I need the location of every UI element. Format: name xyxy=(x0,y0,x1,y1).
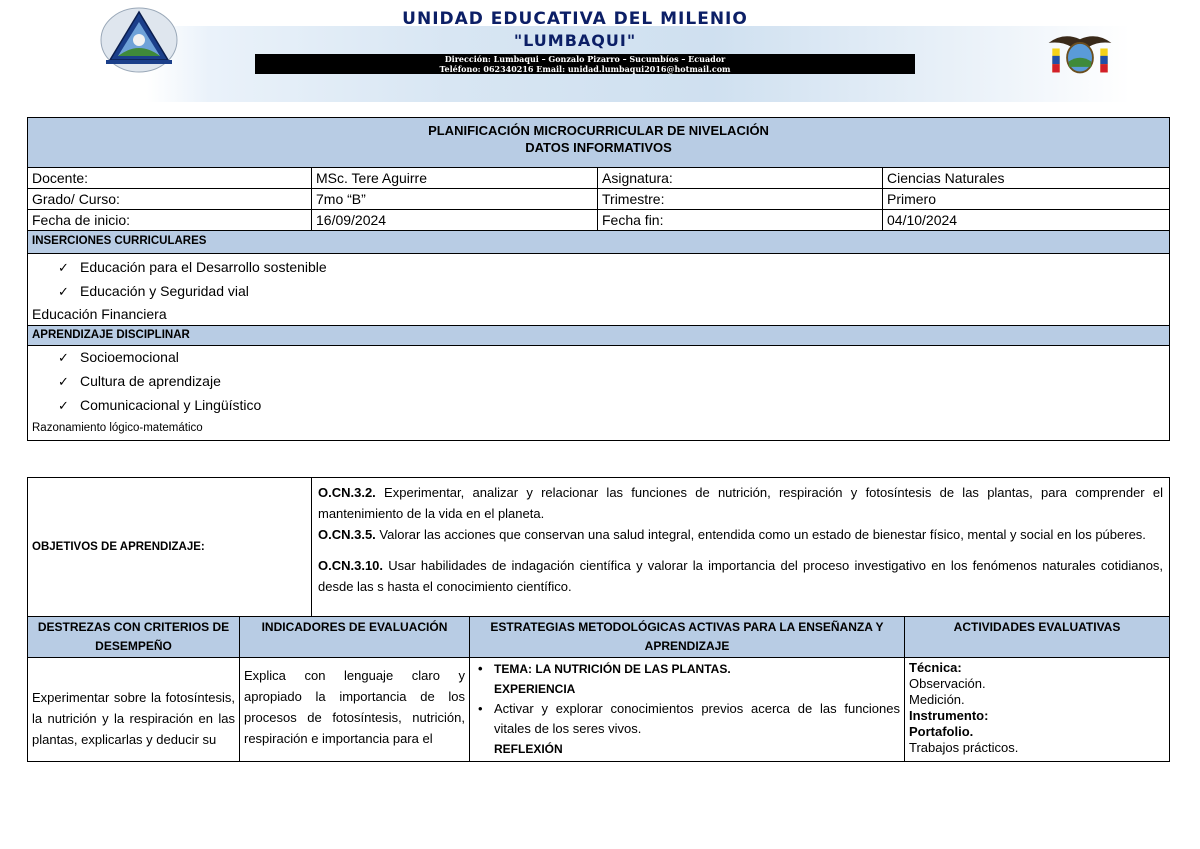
aprendizaje-cell xyxy=(28,346,1170,441)
asignatura-value: Ciencias Naturales xyxy=(883,168,1170,189)
aprendizaje-item-label: Cultura de aprendizaje xyxy=(80,373,221,389)
checkmark-icon: ✓ xyxy=(58,399,69,414)
insercion-item-label: Educación para el Desarrollo sostenible xyxy=(80,259,327,275)
experiencia-heading: EXPERIENCIA xyxy=(494,682,576,696)
aprendizaje-item xyxy=(32,346,1165,370)
info-table xyxy=(27,117,1170,441)
fecha-fin-value: 04/10/2024 xyxy=(883,210,1170,231)
objetivo-code: O.CN.3.10. xyxy=(318,558,384,573)
instrumento-trabajos: Trabajos prácticos. xyxy=(909,740,1019,755)
trimestre-label: Trimestre: xyxy=(598,189,883,210)
estrategias-cell xyxy=(470,658,905,762)
col-actividades-header: ACTIVIDADES EVALUATIVAS xyxy=(905,617,1170,658)
tecnica-label: Técnica: xyxy=(909,660,962,675)
aprendizaje-item-label: Comunicacional y Lingüístico xyxy=(80,397,262,413)
objetivo-item xyxy=(318,555,1163,597)
activar-item: • Activar y explorar conocimientos previos acerca de las funciones vitales de los seres vivos. xyxy=(494,699,900,739)
aprendizaje-item-label: Socioemocional xyxy=(80,349,179,365)
col-indicadores-header: INDICADORES DE EVALUACIÓN xyxy=(240,617,470,658)
checkmark-icon: ✓ xyxy=(58,375,69,390)
fecha-fin-label: Fecha fin: xyxy=(598,210,883,231)
ecuador-coat-of-arms-icon xyxy=(1040,30,1120,78)
estrategias-list xyxy=(474,699,900,739)
estrategias-list xyxy=(474,659,900,679)
banner-phone: Teléfono: 062340216 Email: unidad.lumbaqui2016@hotmail.com xyxy=(439,64,731,74)
fecha-inicio-label: Fecha de inicio: xyxy=(28,210,312,231)
tema-item: • TEMA: LA NUTRICIÓN DE LAS PLANTAS. xyxy=(494,659,900,679)
objetivos-label: OBJETIVOS DE APRENDIZAJE: xyxy=(28,478,312,617)
inserciones-cell xyxy=(28,254,1170,326)
objetivo-text: Experimentar, analizar y relacionar las funciones de nutrición, respiración y fotosíntesis de las plantas, para comprender el mantenimiento de la vida en el planeta. xyxy=(318,485,1164,521)
objetivo-code: O.CN.3.2. xyxy=(318,485,376,500)
insercion-item xyxy=(32,280,1165,304)
insercion-item-label: Educación y Seguridad vial xyxy=(80,283,249,299)
objetivo-text: Valorar las acciones que conservan una salud integral, entendida como un estado de bienestar físico, mental y social en los púberes. xyxy=(375,527,1146,542)
planning-title: PLANIFICACIÓN MICROCURRICULAR DE NIVELACIÓN xyxy=(428,123,769,138)
school-logo-icon xyxy=(96,4,182,74)
destreza-cell: Experimentar sobre la fotosíntesis, la nutrición y la respiración en las plantas, explicarlas y deducir su xyxy=(28,658,240,762)
aprendizaje-item xyxy=(32,370,1165,394)
col-estrategias-header: ESTRATEGIAS METODOLÓGICAS ACTIVAS PARA LA ENSEÑANZA Y APRENDIZAJE xyxy=(470,617,905,658)
banner-title: UNIDAD EDUCATIVA DEL MILENIO xyxy=(402,9,748,29)
trimestre-value: Primero xyxy=(883,189,1170,210)
tecnica-observacion: Observación. xyxy=(909,676,986,691)
fecha-inicio-value: 16/09/2024 xyxy=(312,210,598,231)
aprendizaje-item-razonamiento: Razonamiento lógico-matemático xyxy=(32,422,203,434)
planning-title-cell xyxy=(28,118,1170,168)
checkmark-icon: ✓ xyxy=(58,261,69,276)
grado-label: Grado/ Curso: xyxy=(28,189,312,210)
indicador-cell: Explica con lenguaje claro y apropiado la importancia de los procesos de fotosíntesis, nutrición, respiración e importancia para el xyxy=(240,658,470,762)
asignatura-label: Asignatura: xyxy=(598,168,883,189)
objetivo-code: O.CN.3.5. xyxy=(318,527,376,542)
docente-value: MSc. Tere Aguirre xyxy=(312,168,598,189)
actividades-cell xyxy=(905,658,1170,762)
inserciones-title: INSERCIONES CURRICULARES xyxy=(28,231,1170,254)
banner-address: Dirección: Lumbaqui – Gonzalo Pizarro – Sucumbíos – Ecuador xyxy=(444,54,726,64)
instrumento-portafolio: Portafolio. xyxy=(909,724,974,739)
objetivo-item xyxy=(318,482,1163,524)
aprendizaje-title: APRENDIZAJE DISCIPLINAR xyxy=(28,326,1170,346)
banner-address-text xyxy=(255,54,915,74)
grado-value: 7mo “B” xyxy=(312,189,598,210)
docente-label: Docente: xyxy=(28,168,312,189)
banner-subtitle: "LUMBAQUI" xyxy=(513,31,637,50)
tecnica-medicion: Medición. xyxy=(909,692,965,707)
aprendizaje-item xyxy=(32,394,1165,418)
datos-informativos-title: DATOS INFORMATIVOS xyxy=(525,140,672,155)
objetivo-item xyxy=(318,524,1163,545)
checkmark-icon: ✓ xyxy=(58,285,69,300)
planning-table xyxy=(27,477,1170,762)
col-destrezas-header: DESTREZAS CON CRITERIOS DE DESEMPEÑO xyxy=(28,617,240,658)
insercion-item-financiera: Educación Financiera xyxy=(32,306,167,322)
insercion-item xyxy=(32,256,1165,280)
checkmark-icon: ✓ xyxy=(58,351,69,366)
objetivos-text xyxy=(312,478,1170,617)
instrumento-label: Instrumento: xyxy=(909,708,989,723)
reflexion-heading: REFLEXIÓN xyxy=(494,742,563,756)
objetivo-text: Usar habilidades de indagación científica y valorar la importancia del proceso investigativo en los fenómenos naturales cotidianos, desde las s hasta el conocimiento científico. xyxy=(318,558,1164,594)
